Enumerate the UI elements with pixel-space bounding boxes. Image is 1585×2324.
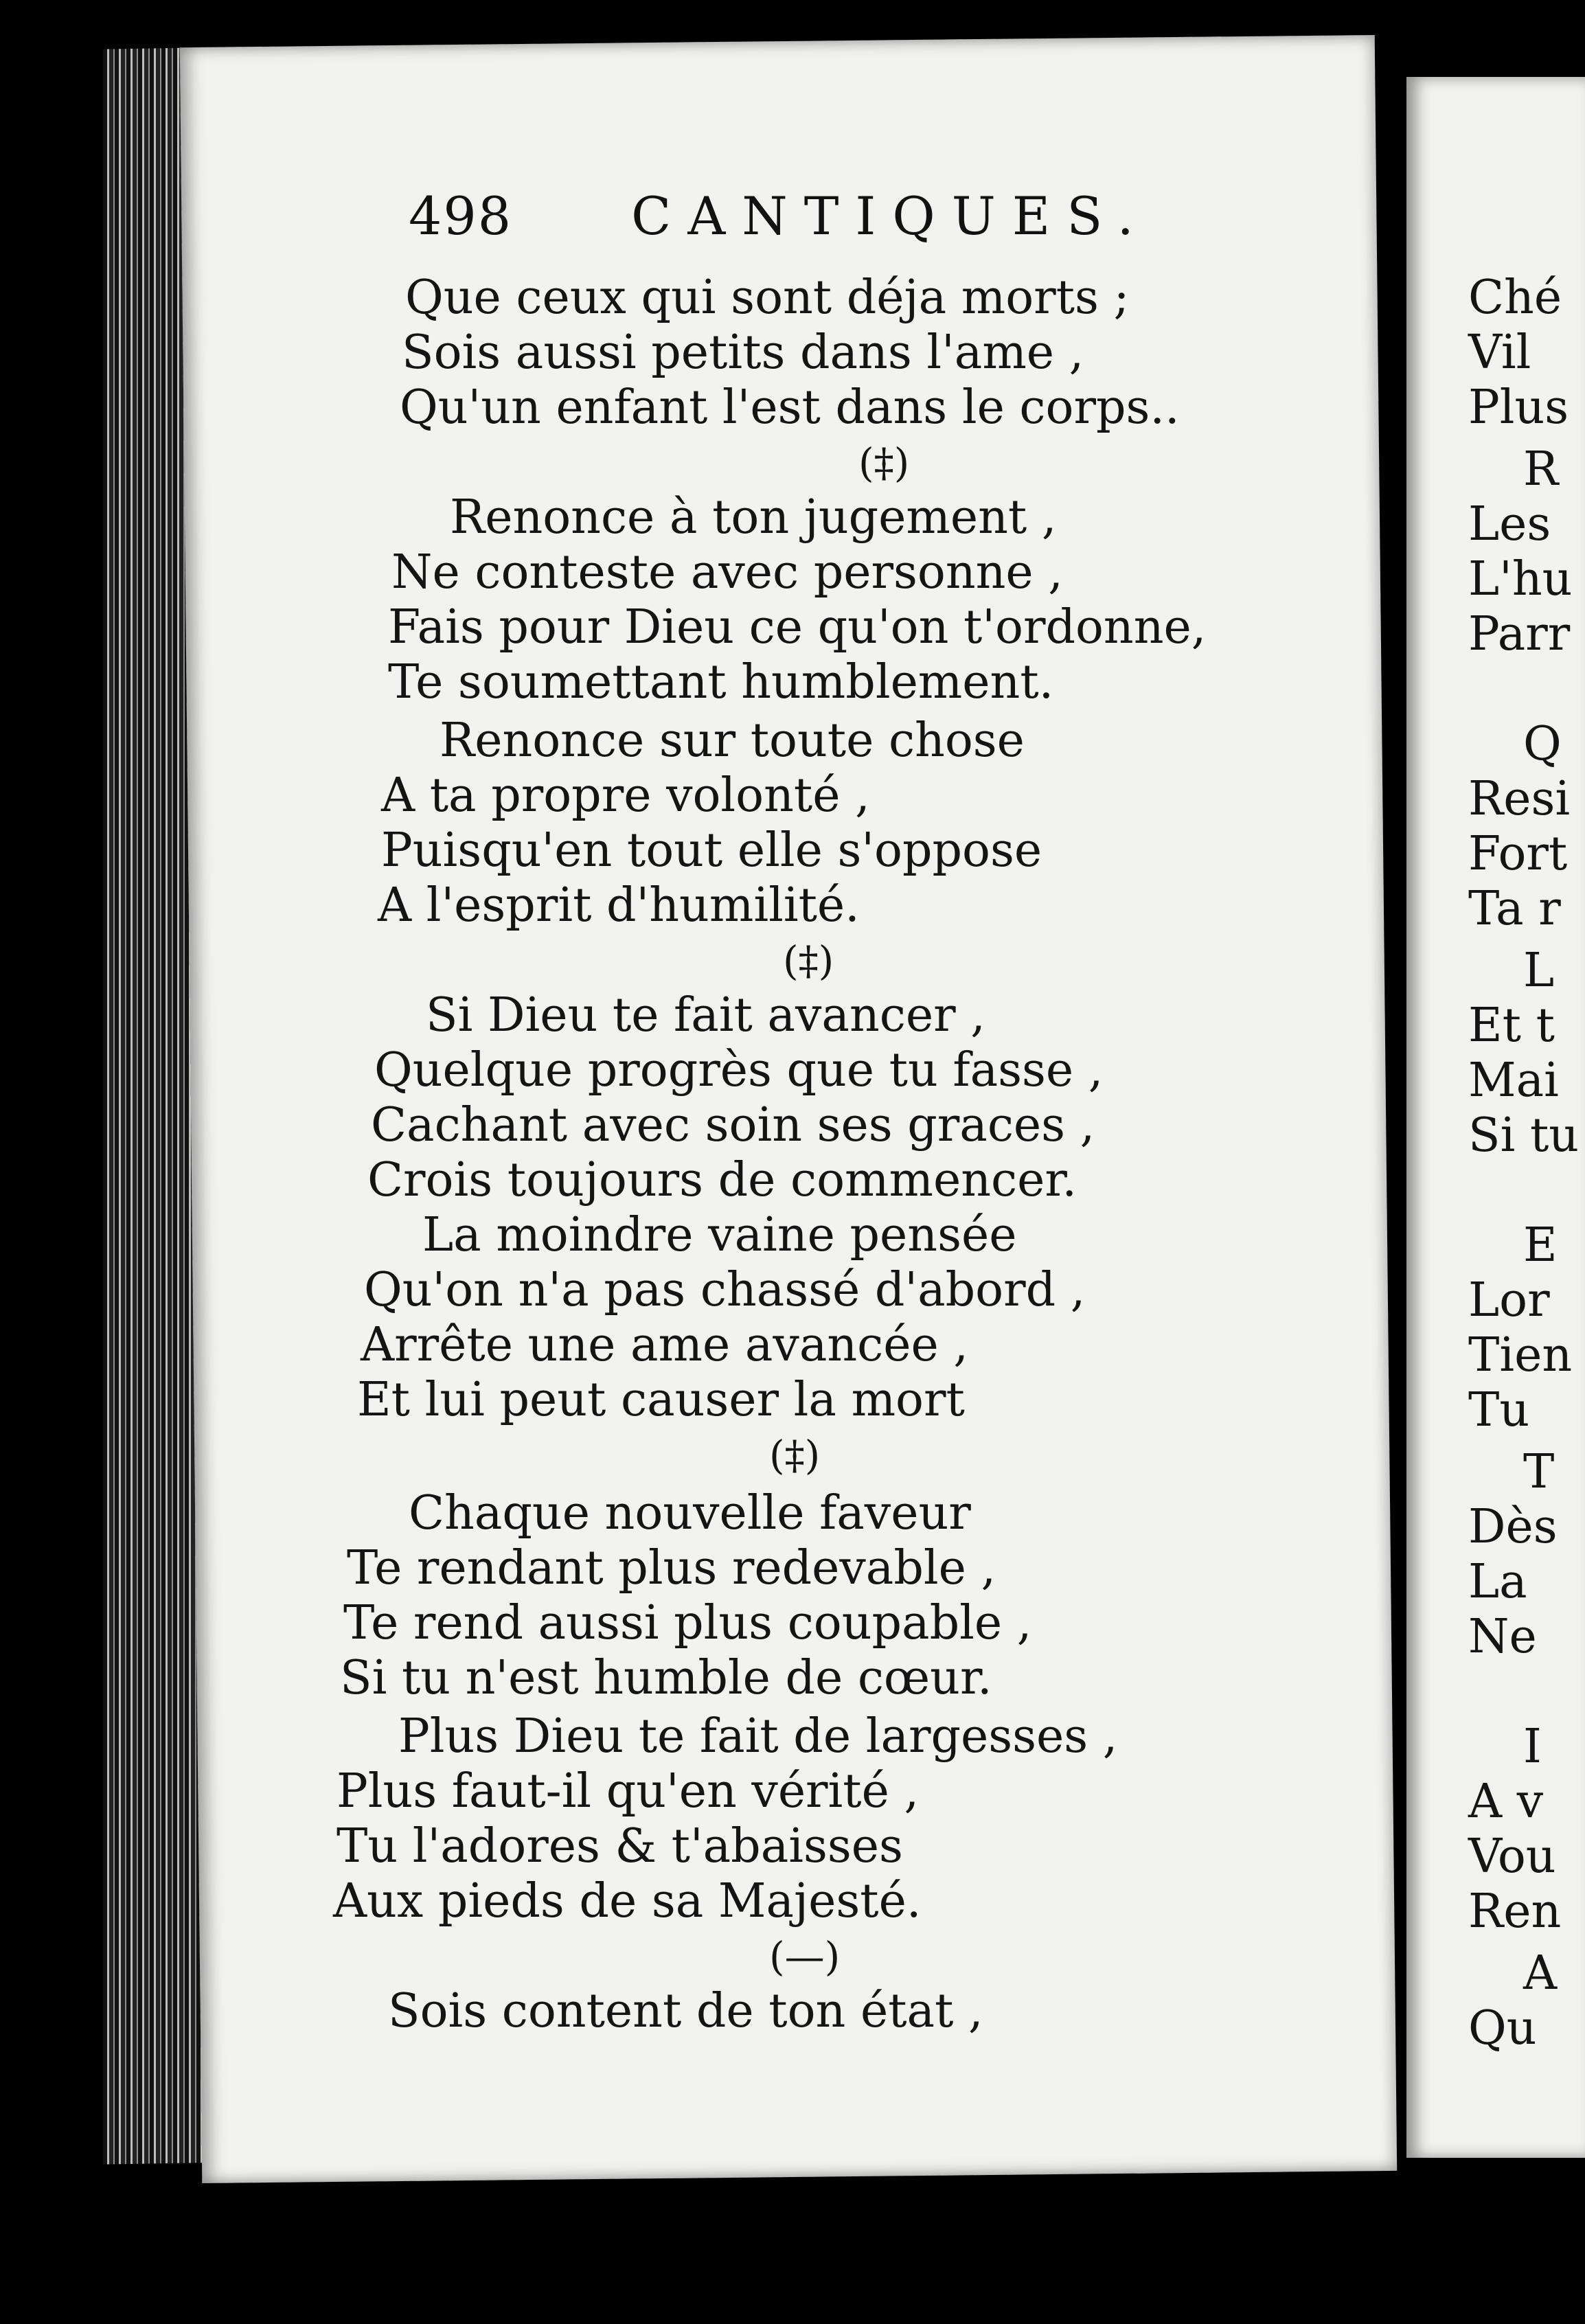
- right-page-line: A: [1523, 1946, 1558, 2001]
- poem-line: Sois content de ton état ,: [388, 1984, 983, 2038]
- poem-line: Te rend aussi plus coupable ,: [343, 1596, 1032, 1650]
- poem-line: Quelque progrès que tu fasse ,: [374, 1043, 1104, 1097]
- right-page-line: Si tu: [1468, 1108, 1580, 1163]
- poem-line: Renonce à ton jugement ,: [450, 490, 1057, 545]
- poem-line: La moindre vaine pensée: [422, 1208, 1017, 1262]
- right-page-line: Dès: [1468, 1500, 1558, 1554]
- right-page-line: Lor: [1468, 1273, 1550, 1328]
- poem-line: Puisqu'en tout elle s'oppose: [381, 823, 1042, 878]
- page-header: [409, 185, 1150, 247]
- poem-line: Plus faut-il qu'en vérité ,: [337, 1764, 920, 1819]
- right-page-line: Ta r: [1468, 882, 1561, 936]
- right-page-line: La: [1468, 1555, 1527, 1609]
- right-page-line: Parr: [1468, 607, 1571, 661]
- poem-line: Si tu n'est humble de cœur.: [340, 1651, 992, 1705]
- right-page-line: R: [1523, 442, 1559, 497]
- right-page-line: Ché: [1468, 271, 1562, 325]
- poem-line: Ne conteste avec personne ,: [391, 545, 1063, 600]
- right-page-line: Tien: [1468, 1328, 1573, 1382]
- poem-line: Qu'on n'a pas chassé d'abord ,: [364, 1263, 1086, 1317]
- stanza-ornament: (‡): [769, 1432, 821, 1479]
- poem-line: Et lui peut causer la mort: [357, 1373, 965, 1427]
- right-page-line: Ne: [1468, 1610, 1537, 1664]
- poem-line: Te soumettant humblement.: [388, 655, 1054, 709]
- poem-line: Tu l'adores & t'abaisses: [337, 1819, 903, 1873]
- poem-line: Que ceux qui sont déja morts ;: [405, 271, 1130, 325]
- right-page-line: Ren: [1468, 1884, 1562, 1939]
- poem-line: Chaque nouvelle faveur: [409, 1486, 971, 1540]
- right-page-line: I: [1523, 1720, 1542, 1774]
- poem-line: Arrête une ame avancée ,: [361, 1318, 968, 1372]
- right-page-line: Tu: [1468, 1383, 1530, 1437]
- poem-line: Te rendant plus redevable ,: [347, 1541, 996, 1595]
- poem-line: Sois aussi petits dans l'ame ,: [402, 326, 1084, 380]
- poem-line: Fais pour Dieu ce qu'on t'ordonne,: [388, 600, 1207, 654]
- right-page-line: E: [1523, 1218, 1558, 1273]
- poem-line: Cachant avec soin ses graces ,: [371, 1098, 1095, 1152]
- right-page-line: Plus: [1468, 380, 1569, 435]
- running-title: CANTIQUES.: [631, 185, 1150, 247]
- poem-line: Crois toujours de commencer.: [367, 1153, 1077, 1207]
- right-page-line: Q: [1523, 717, 1562, 771]
- poem-line: Qu'un enfant l'est dans le corps..: [400, 380, 1180, 435]
- right-page-line: A v: [1468, 1775, 1544, 1829]
- right-page-line: Vou: [1468, 1830, 1556, 1884]
- stanza-ornament: (‡): [858, 440, 910, 486]
- poem-line: A ta propre volonté ,: [381, 768, 870, 823]
- page-number: 498: [409, 185, 513, 247]
- stanza-ornament: (‡): [783, 937, 834, 984]
- right-page-line: Vil: [1468, 326, 1531, 380]
- right-page-line: Mai: [1468, 1053, 1559, 1108]
- poem-line: Si Dieu te fait avancer ,: [426, 988, 985, 1043]
- poem-line: Renonce sur toute chose: [440, 714, 1025, 768]
- poem-line: Plus Dieu te fait de largesses ,: [398, 1709, 1118, 1764]
- right-page-line: L: [1523, 944, 1555, 998]
- right-page-line: Et t: [1468, 999, 1555, 1053]
- right-page-line: Les: [1468, 497, 1551, 551]
- right-page-line: T: [1523, 1445, 1555, 1499]
- right-page-line: Fort: [1468, 827, 1568, 881]
- right-page-line: Qu: [1468, 2001, 1537, 2055]
- right-page-line: Resi: [1468, 772, 1571, 826]
- stanza-ornament: (—): [769, 1933, 841, 1980]
- right-page-line: L'hu: [1468, 552, 1573, 606]
- poem-line: A l'esprit d'humilité.: [378, 878, 860, 933]
- poem-line: Aux pieds de sa Majesté.: [333, 1874, 922, 1928]
